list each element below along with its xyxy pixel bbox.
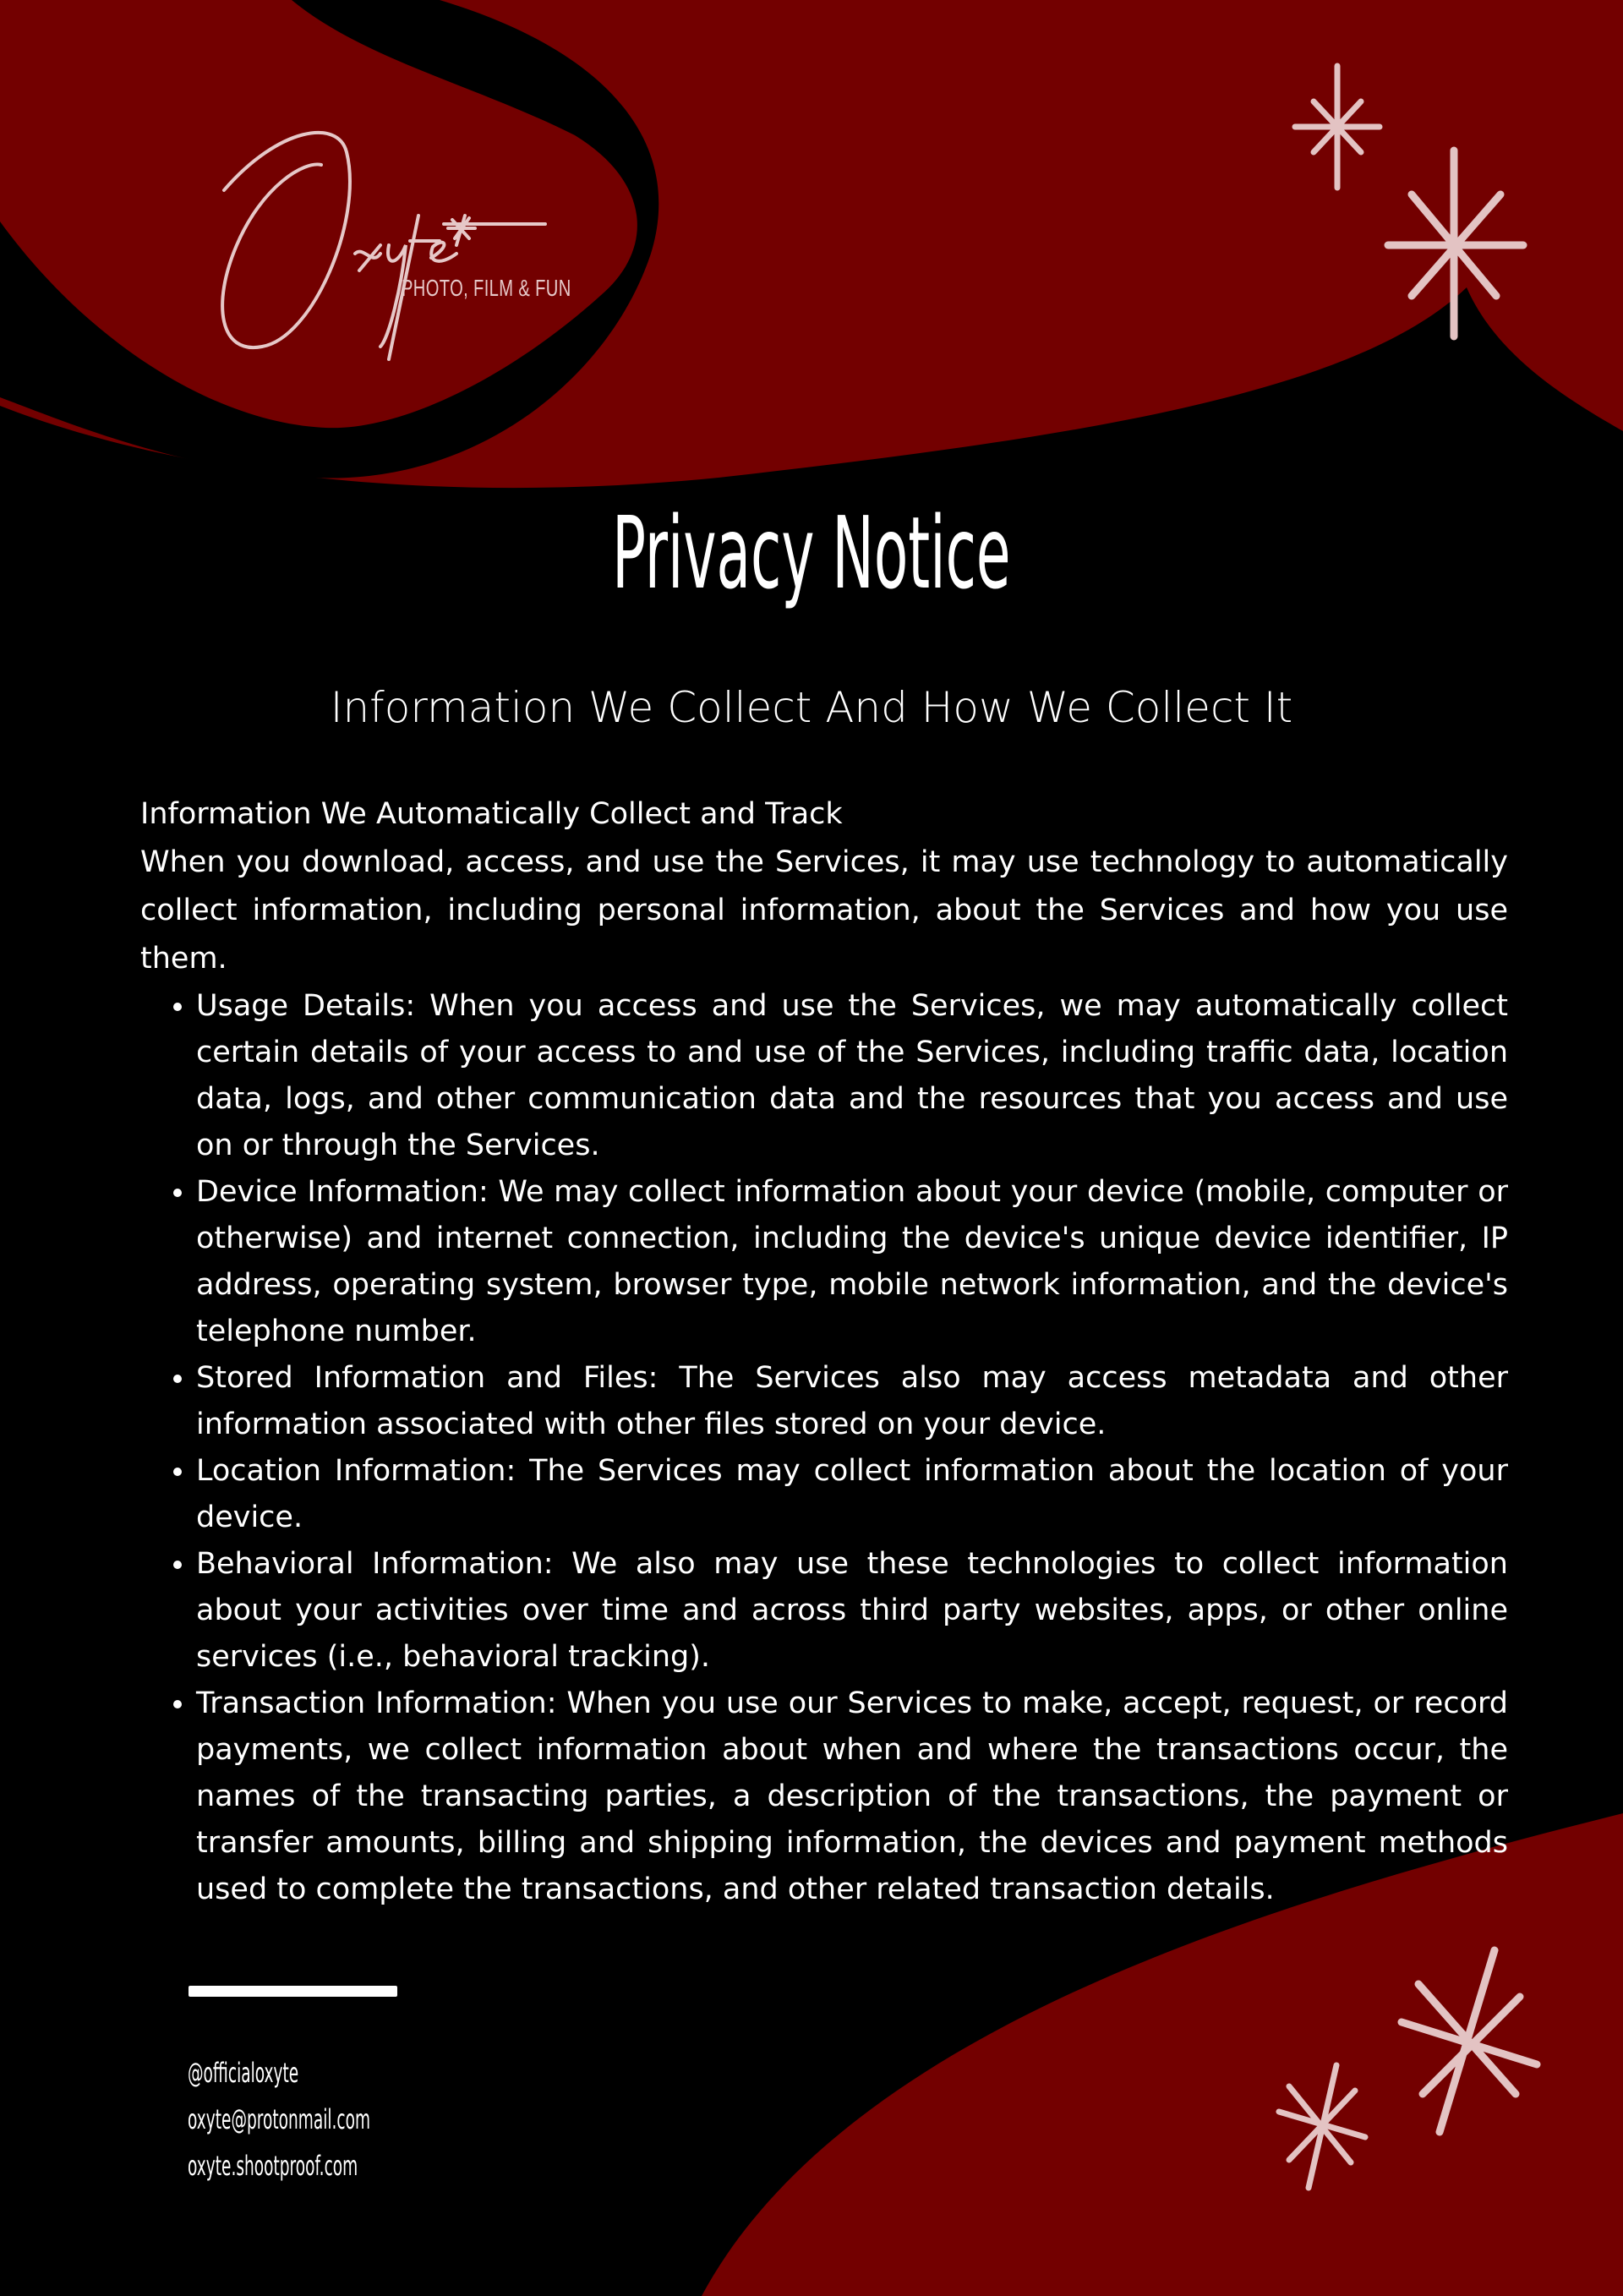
section-heading: Information We Automatically Collect and Track	[140, 797, 843, 831]
contact-email: oxyte@protonmail.com	[188, 2103, 371, 2135]
list-item: • Stored Information and Files: The Services also may access metadata and other information associated with other files stored on your device.	[196, 1355, 1508, 1448]
page-title: Privacy Notice	[612, 495, 1011, 611]
website: oxyte.shootproof.com	[188, 2150, 358, 2182]
list-item: • Location Information: The Services may collect information about the location of your device.	[196, 1448, 1508, 1541]
oxyte-logo	[211, 118, 566, 372]
contact-info	[188, 2050, 503, 2189]
page-subtitle: Information We Collect And How We Collect It	[330, 683, 1293, 732]
list-item: • Usage Details: When you access and use the Services, we may automatically collect certain details of your access to and use of the Services, including traffic data, location data, logs, and other communication data and the resources that you access and use on or through the Services.	[196, 983, 1508, 1169]
policy-content	[140, 790, 1508, 1913]
list-item: • Device Information: We may collect information about your device (mobile, computer or otherwise) and internet connection, including the device's unique device identifier, IP address, operating system, browser type, mobile network information, and the device's telephone number.	[196, 1169, 1508, 1355]
list-item: • Transaction Information: When you use our Services to make, accept, request, or record payments, we collect information about when and where the transactions occur, the names of the transacting parties, a description of the transactions, the payment or transfer amounts, billing and shipping information, the devices and payment methods used to complete the transactions, and other related transaction details.	[196, 1681, 1508, 1913]
list-item: • Behavioral Information: We also may use these technologies to collect information about your activities over time and across third party websites, apps, or other online services (i.e., behavioral tracking).	[196, 1541, 1508, 1681]
social-handle: @officialoxyte	[188, 2057, 299, 2089]
logo-tagline: PHOTO, FILM & FUN	[402, 275, 571, 301]
footer-divider	[189, 1986, 397, 1997]
collection-list	[140, 983, 1508, 1913]
section-intro: When you download, access, and use the Services, it may use technology to automatically collect information, including personal information, about the Services and how you use them.	[140, 845, 1508, 976]
